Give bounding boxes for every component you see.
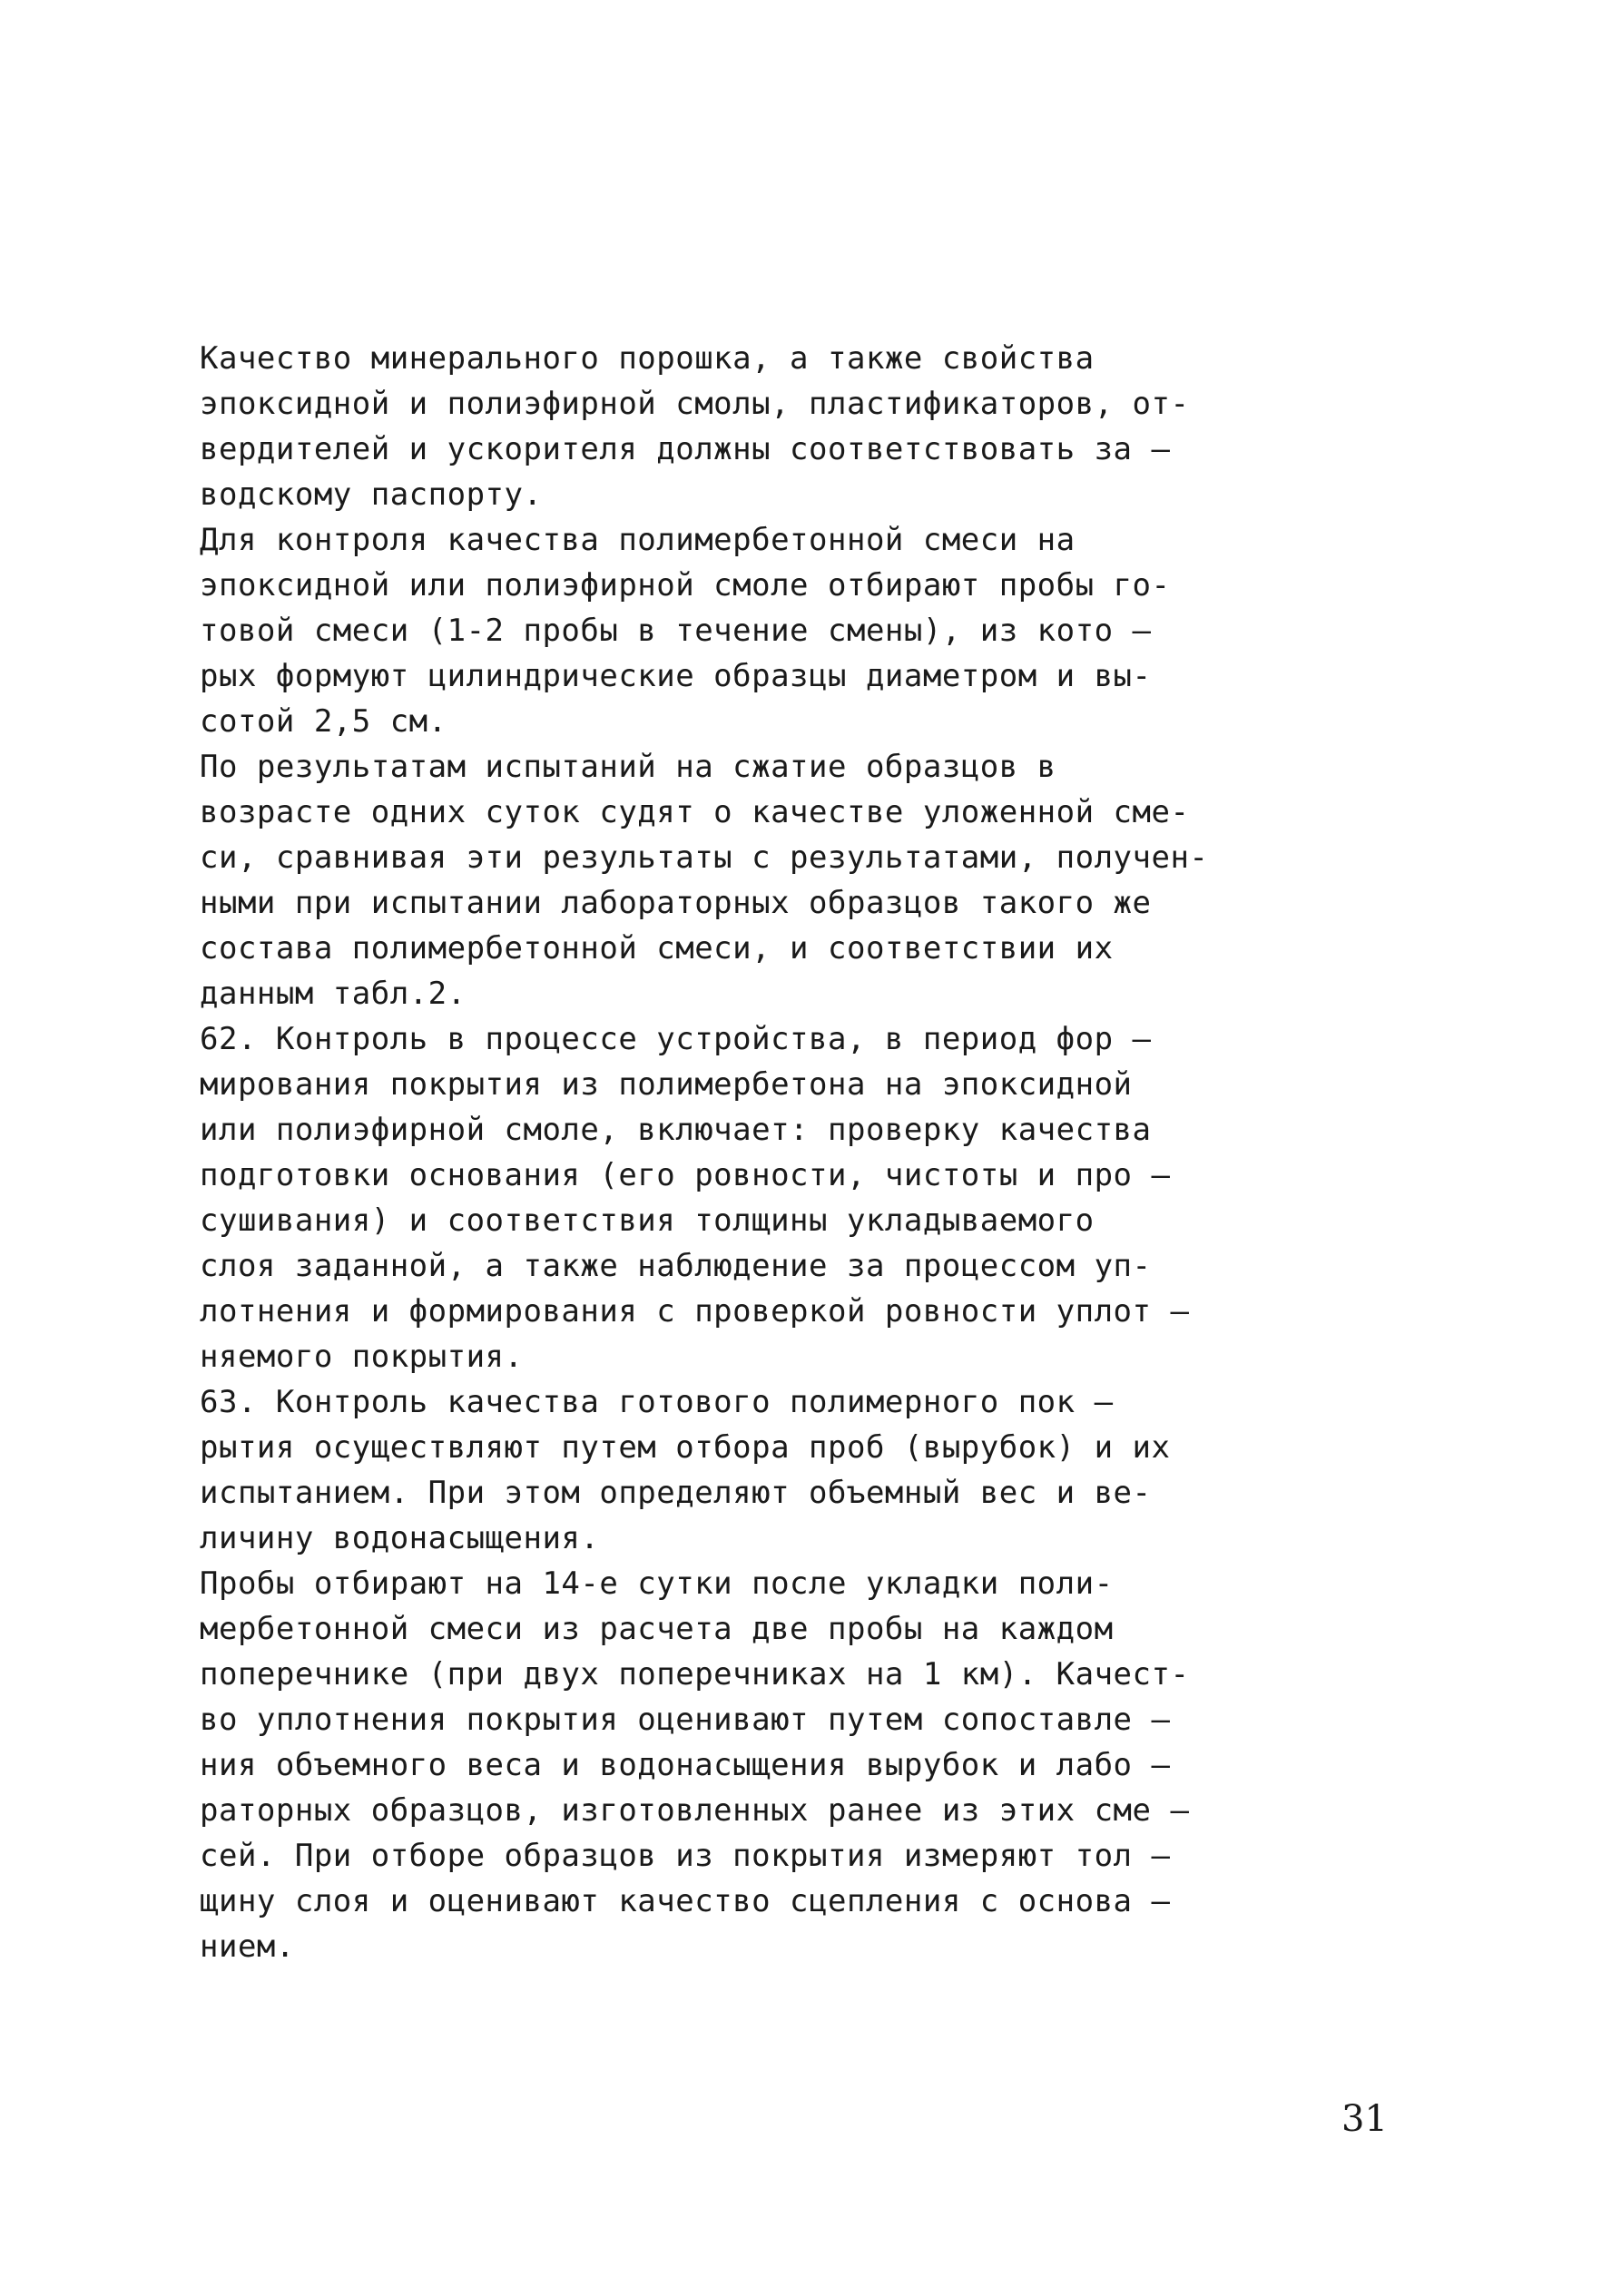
text-line: Качество минерального порошка, а также свойства bbox=[200, 340, 1095, 377]
text-line: мирования покрытия из полимербетона на эпоксидной bbox=[200, 1066, 1133, 1103]
text-line: эпоксидной и полиэфирной смолы, пластификаторов, от- bbox=[200, 386, 1190, 422]
text-line: вердителей и ускорителя должны соответствовать за – bbox=[200, 431, 1171, 467]
text-line: слоя заданной, а также наблюдение за процессом уп- bbox=[200, 1248, 1152, 1284]
text-line: щину слоя и оценивают качество сцепления с основа – bbox=[200, 1883, 1171, 1919]
text-line: товой смеси (1-2 пробы в течение смены), из кото – bbox=[200, 613, 1152, 649]
text-line: данным табл.2. bbox=[200, 976, 467, 1012]
text-line: рытия осуществляют путем отбора проб (вырубок) и их bbox=[200, 1429, 1171, 1466]
text-line: ния объемного веса и водонасыщения вырубок и лабо – bbox=[200, 1747, 1171, 1783]
text-line: рых формуют цилиндрические образцы диаметром и вы- bbox=[200, 658, 1152, 694]
text-line: или полиэфирной смоле, включает: проверку качества bbox=[200, 1112, 1152, 1148]
text-line: подготовки основания (его ровности, чистоты и про – bbox=[200, 1157, 1171, 1193]
text-line: поперечнике (при двух поперечниках на 1 км). Качест- bbox=[200, 1656, 1190, 1693]
text-line: нием. bbox=[200, 1928, 295, 1965]
text-line: водскому паспорту. bbox=[200, 476, 543, 513]
text-line: состава полимербетонной смеси, и соответствии их bbox=[200, 930, 1114, 966]
text-line: 63. Контроль качества готового полимерного пок – bbox=[200, 1384, 1114, 1420]
text-line: сотой 2,5 см. bbox=[200, 703, 447, 740]
text-line: сушивания) и соответствия толщины укладываемого bbox=[200, 1202, 1095, 1239]
text-line: испытанием. При этом определяют объемный вес и ве- bbox=[200, 1475, 1152, 1511]
text-line: Пробы отбирают на 14-е сутки после укладки поли- bbox=[200, 1565, 1114, 1602]
text-line: ными при испытании лабораторных образцов такого же bbox=[200, 885, 1152, 921]
text-line: 62. Контроль в процессе устройства, в период фор – bbox=[200, 1021, 1152, 1057]
text-line: личину водонасыщения. bbox=[200, 1520, 600, 1556]
text-line: раторных образцов, изготовленных ранее из этих сме – bbox=[200, 1792, 1190, 1829]
text-line: лотнения и формирования с проверкой ровности уплот – bbox=[200, 1293, 1190, 1330]
text-line: во уплотнения покрытия оценивают путем сопоставле – bbox=[200, 1702, 1171, 1738]
text-line: няемого покрытия. bbox=[200, 1339, 524, 1375]
page-number: 31 bbox=[1341, 2098, 1388, 2140]
text-line: си, сравнивая эти результаты с результатами, получен- bbox=[200, 839, 1209, 876]
text-line: По результатам испытаний на сжатие образцов в bbox=[200, 749, 1056, 785]
text-line: эпоксидной или полиэфирной смоле отбирают пробы го- bbox=[200, 567, 1171, 603]
text-line: сей. При отборе образцов из покрытия измеряют тол – bbox=[200, 1838, 1171, 1874]
text-line: мербетонной смеси из расчета две пробы на каждом bbox=[200, 1611, 1114, 1647]
text-line: возрасте одних суток судят о качестве уложенной сме- bbox=[200, 794, 1190, 830]
text-line: Для контроля качества полимербетонной смеси на bbox=[200, 522, 1076, 558]
body-text bbox=[200, 336, 1380, 1969]
